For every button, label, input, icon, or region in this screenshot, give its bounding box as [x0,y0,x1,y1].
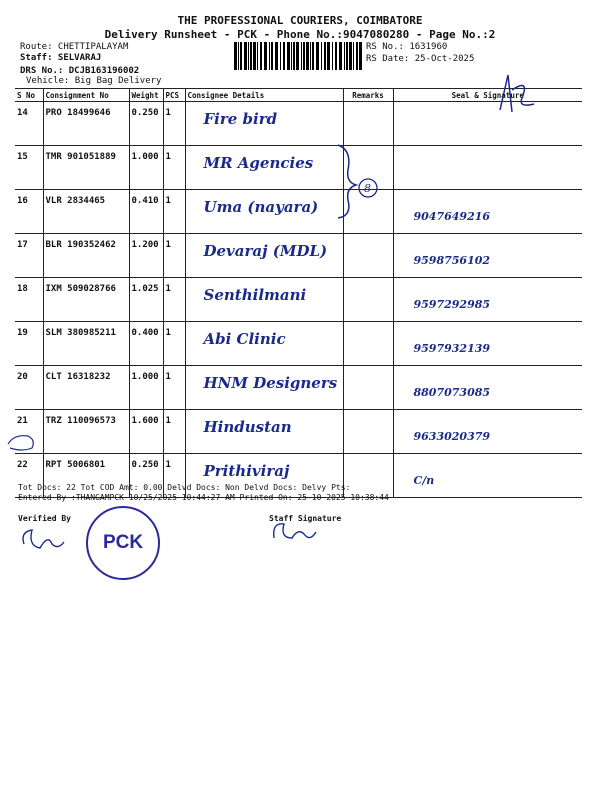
row-sno: 17 [15,234,43,278]
row-consignee [185,278,343,322]
table-row [15,234,582,278]
row-consignment-no: TRZ 110096573 [43,410,129,454]
entered-line: Entered By :THANGAMPCK 10/25/2025 10:44:27 AM Printed On: 25-10-2025 10:38:44 [18,493,389,502]
rs-number: RS No.: 1631960 [366,42,448,52]
row-signature-text: 9597292985 [413,298,491,311]
row-weight: 0.250 [129,102,163,146]
row-consignee-text: Prithiviraj [203,462,290,480]
row-signature-text: 9047649216 [413,210,491,223]
row-weight: 1.025 [129,278,163,322]
verified-by-label: Verified By [18,514,71,523]
runsheet-table [15,88,582,498]
barcode [234,42,362,70]
row-signature-text: C/n [413,474,435,487]
row-consignment-no: VLR 2834465 [43,190,129,234]
pck-stamp: PCK [86,506,160,580]
row-pcs: 1 [163,454,185,498]
row-consignee [185,190,343,234]
row-consignee-text: Senthilmani [203,286,307,304]
row-signature-text: 9598756102 [413,254,491,267]
row-sno: 18 [15,278,43,322]
route-label: Route: CHETTIPALAYAM [20,42,129,52]
row-consignee [185,234,343,278]
row-consignee [185,410,343,454]
row-remarks [343,234,393,278]
row-sno: 14 [15,102,43,146]
row-weight: 1.200 [129,234,163,278]
col-weight: Weight [129,89,163,102]
row-consignee-text: Fire bird [203,110,278,128]
row-sno: 22 [15,454,43,498]
row-pcs: 1 [163,278,185,322]
row-consignment-no: CLT 16318232 [43,366,129,410]
row-remarks [343,102,393,146]
row-remarks [343,278,393,322]
table-row [15,322,582,366]
row-weight: 0.410 [129,190,163,234]
row-pcs: 1 [163,322,185,366]
row-consignment-no: IXM 509028766 [43,278,129,322]
verifier-signature [18,524,68,554]
table-row [15,146,582,190]
row-consignment-no: SLM 380985211 [43,322,129,366]
table-row [15,410,582,454]
row-consignee-text: Abi Clinic [203,330,286,348]
row-consignee [185,146,343,190]
staff-signature-label: Staff Signature [269,514,342,523]
brace-mark [330,140,390,220]
row-pcs: 1 [163,102,185,146]
row-22-circle-mark [6,432,36,452]
signature-mark [490,70,550,120]
col-remarks: Remarks [343,89,393,102]
row-consignee-text: HNM Designers [203,374,338,392]
totals-line: Tot Docs: 22 Tot COD Amt: 0.00 Delvd Docs: Non Delvd Docs: Delvy Pts: [18,483,351,492]
row-sno: 19 [15,322,43,366]
rs-date: RS Date: 25-Oct-2025 [366,54,475,64]
row-sno: 16 [15,190,43,234]
row-remarks [343,410,393,454]
row-consignee-text: Uma (nayara) [203,198,319,216]
row-pcs: 1 [163,410,185,454]
row-signature [393,146,582,190]
table-row [15,190,582,234]
row-weight: 1.600 [129,410,163,454]
row-consignee [185,366,343,410]
col-signature: Seal & Signature [393,89,582,102]
staff-signature-mark [268,516,318,546]
row-signature-text: 9633020379 [413,430,491,443]
col-sno: S No [17,90,36,100]
row-consignment-no: BLR 190352462 [43,234,129,278]
row-remarks [343,454,393,498]
runsheet-title: Delivery Runsheet - PCK - Phone No.:9047080280 - Page No.:2 [104,28,496,41]
row-pcs: 1 [163,146,185,190]
row-signature [393,278,582,322]
table-row [15,278,582,322]
row-signature [393,234,582,278]
row-signature [393,322,582,366]
row-consignee-text: Hindustan [203,418,292,436]
row-signature [393,454,582,498]
row-signature [393,366,582,410]
row-sno: 20 [15,366,43,410]
row-consignment-no: PRO 18499646 [43,102,129,146]
drs-label: DRS No.: DCJB163196002 [20,66,140,76]
row-consignee-text: MR Agencies [203,154,314,172]
table-row [15,366,582,410]
col-pcs: PCS [163,89,185,102]
vehicle-label: Vehicle: Big Bag Delivery [26,76,162,86]
row-consignee [185,102,343,146]
col-consignee: Consignee Details [185,89,343,102]
row-pcs: 1 [163,190,185,234]
row-remarks [343,366,393,410]
row-weight: 0.400 [129,322,163,366]
staff-label: Staff: SELVARAJ [20,53,102,63]
row-signature-text: 8807073085 [413,386,491,399]
row-signature [393,190,582,234]
row-consignment-no: RPT 5006801 [43,454,129,498]
row-signature [393,102,582,146]
row-remarks [343,322,393,366]
company-title: THE PROFESSIONAL COURIERS, COIMBATORE [177,14,423,27]
row-signature-text: 9597932139 [413,342,491,355]
row-consignment-no: TMR 901051889 [43,146,129,190]
row-consignee [185,322,343,366]
row-consignee-text: Devaraj (MDL) [203,242,328,260]
col-consignment: Consignment No [43,89,129,102]
row-weight: 1.000 [129,146,163,190]
row-pcs: 1 [163,366,185,410]
row-weight: 0.250 [129,454,163,498]
row-signature [393,410,582,454]
svg-text:8: 8 [364,182,371,195]
row-pcs: 1 [163,234,185,278]
row-sno: 15 [15,146,43,190]
row-weight: 1.000 [129,366,163,410]
row-sno: 21 [15,410,43,454]
